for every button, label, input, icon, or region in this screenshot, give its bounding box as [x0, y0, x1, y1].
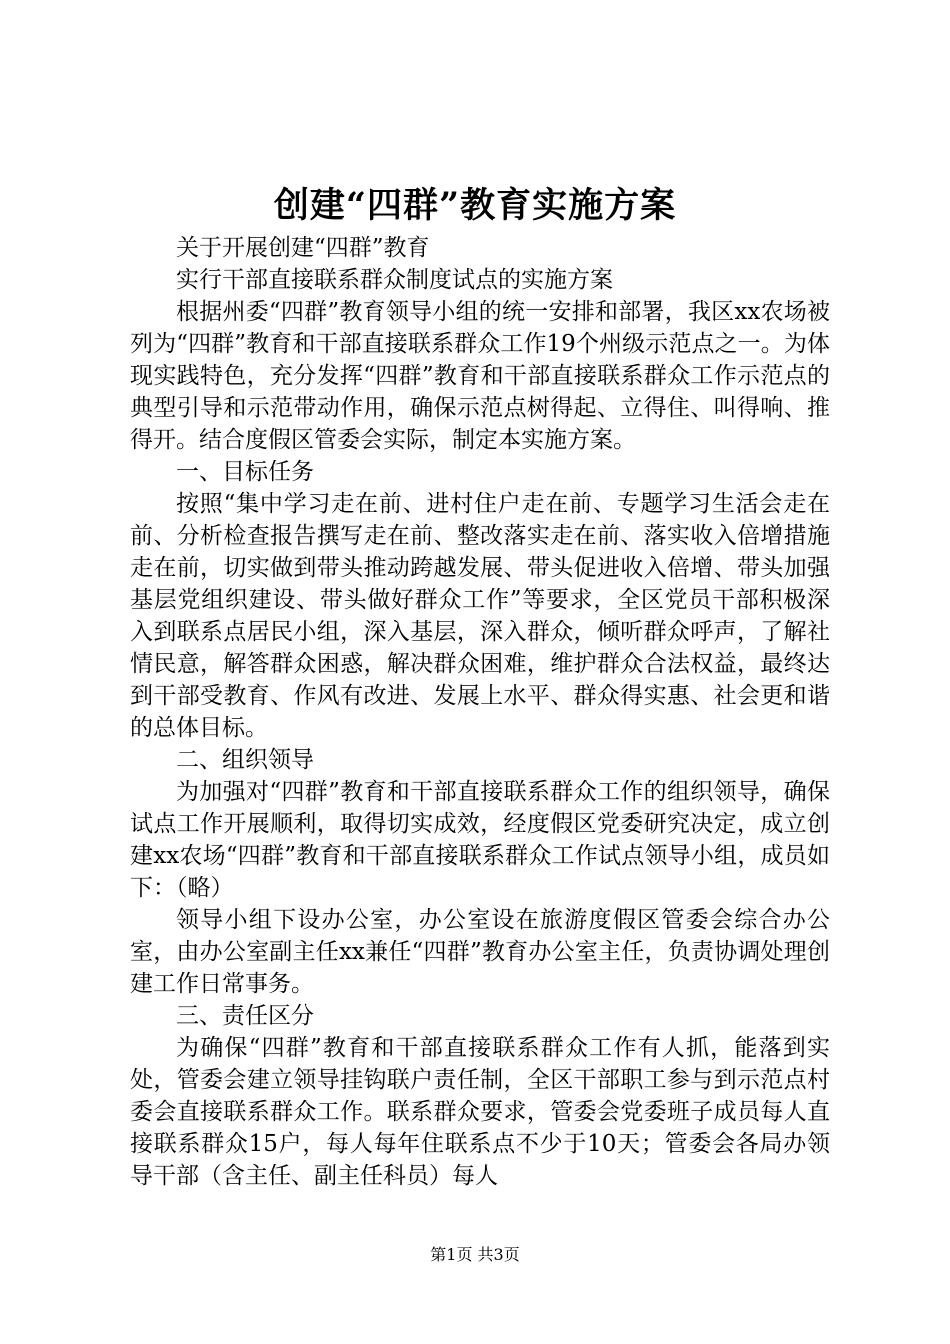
goals-paragraph: 按照“集中学习走在前、进村住户走在前、专题学习生活会走在前、分析检查报告撰写走在前、整改落实走在前、落实收入倍增措施走在前，切实做到带头推动跨越发展、带头促进收入倍增、带头加强基层党组织建设、带头做好群众工作”等要求，全区党员干部积极深入到联系点居民小组，深入基层，深入群众，倾听群众呼声，了解社情民意，解答群众困惑，解决群众困难，维护群众合法权益，最终达到干部受教育、作风有改进、发展上水平、群众得实惠、社会更和谐的总体目标。 — [130, 491, 830, 741]
section-heading-responsibility: 三、责任区分 — [176, 1003, 314, 1029]
leadership-paragraph: 为加强对“四群”教育和干部直接联系群众工作的组织领导，确保试点工作开展顺利，取得切实成效，经度假区党委研究决定，成立创建xx农场“四群”教育和干部直接联系群众工作试点领导小组，成员如下：（略） — [130, 779, 830, 901]
subtitle-line-1: 关于开展创建“四群”教育 — [176, 235, 430, 261]
office-paragraph: 领导小组下设办公室，办公室设在旅游度假区管委会综合办公室，由办公室副主任xx兼任“四群”教育办公室主任，负责协调处理创建工作日常事务。 — [130, 907, 830, 997]
intro-paragraph: 根据州委“四群”教育领导小组的统一安排和部署，我区xx农场被列为“四群”教育和干部直接联系群众工作19个州级示范点之一。为体现实践特色，充分发挥“四群”教育和干部直接联系群众工作示范点的典型引导和示范带动作用，确保示范点树得起、立得住、叫得响、推得开。结合度假区管委会实际，制定本实施方案。 — [130, 299, 830, 453]
page-number: 第1页 共3页 — [430, 1245, 520, 1264]
document-body — [130, 232, 830, 1192]
document-title: 创建“四群”教育实施方案 — [273, 185, 677, 226]
responsibility-paragraph: 为确保“四群”教育和干部直接联系群众工作有人抓，能落到实处，管委会建立领导挂钩联户责任制，全区干部职工参与到示范点村委会直接联系群众工作。联系群众要求，管委会党委班子成员每人直接联系群众15户，每人每年住联系点不少于10天；管委会各局办领导干部（含主任、副主任科员）每人 — [130, 1035, 830, 1189]
section-heading-goals: 一、目标任务 — [176, 459, 314, 485]
subtitle-line-2: 实行干部直接联系群众制度试点的实施方案 — [176, 267, 613, 293]
section-heading-leadership: 二、组织领导 — [176, 747, 314, 773]
